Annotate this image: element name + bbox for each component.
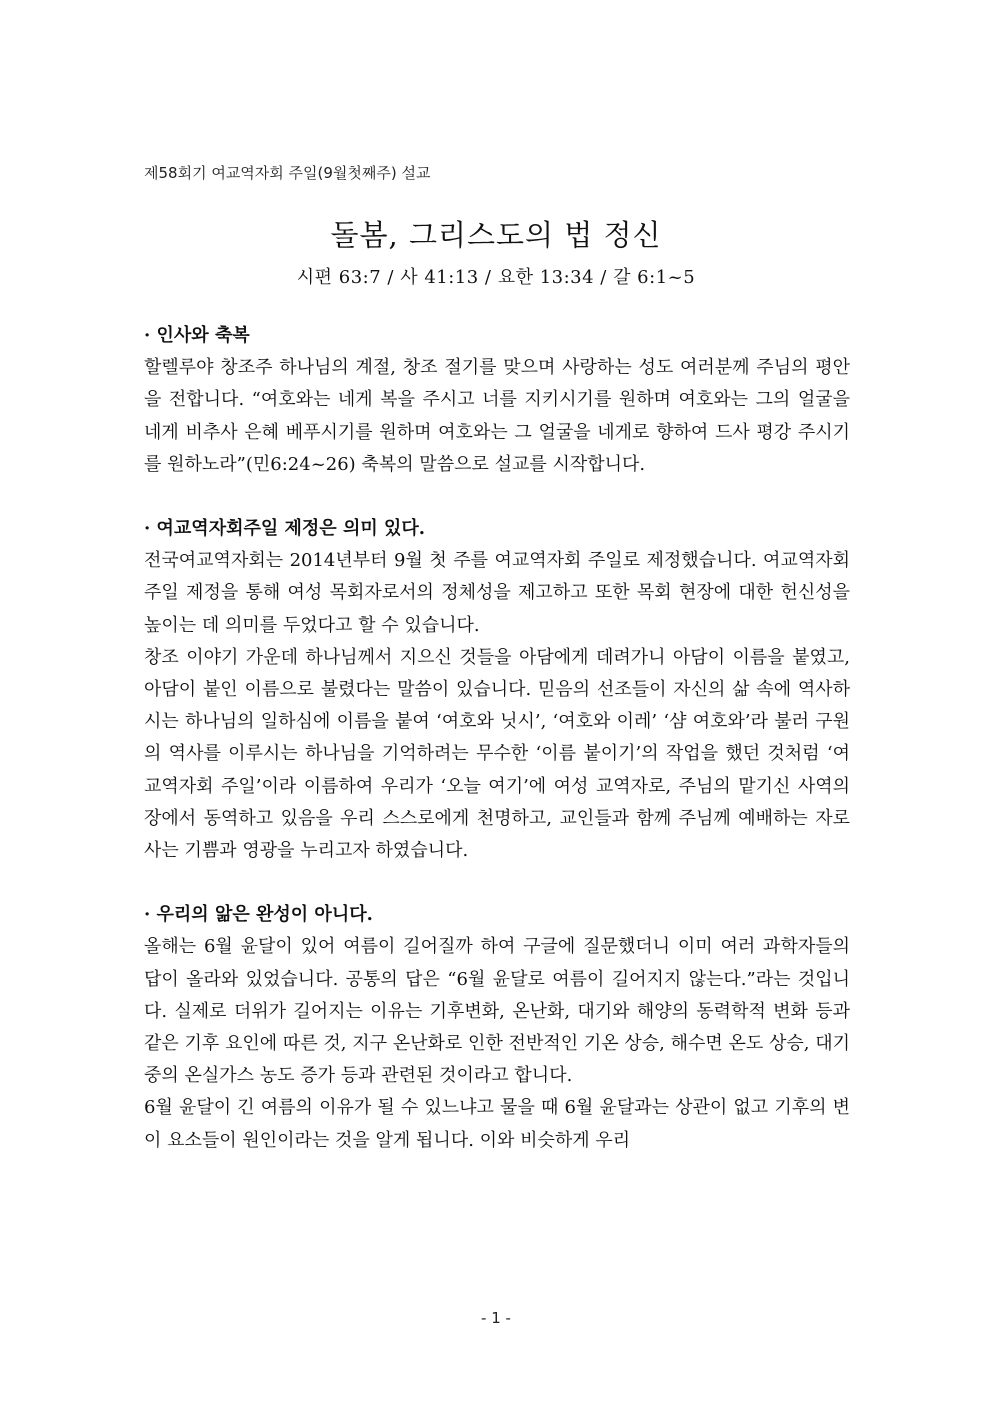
- section-spacer: [144, 481, 850, 513]
- paragraph: 올해는 6월 윤달이 있어 여름이 길어질까 하여 구글에 질문했더니 이미 여러 과학자들의 답이 올라와 있었습니다. 공통의 답은 “6월 윤달로 여름이 길어지지 않는다.”라는 것입니다. 실제로 더위가 길어지는 이유는 기후변화, 온난화, 대기와 해양의 동력학적 변화 등과 같은 기후 요인에 따른 것, 지구 온난화로 인한 전반적인 기온 상승, 해수면 온도 상승, 대기 중의 온실가스 농도 증가 등과 관련된 것이라고 합니다.: [144, 936, 850, 1087]
- section-knowledge-incomplete: [144, 899, 850, 1157]
- paragraph: 6월 윤달이 긴 여름의 이유가 될 수 있느냐고 물을 때 6월 윤달과는 상관이 없고 기후의 변이 요소들이 원인이라는 것을 알게 됩니다. 이와 비슷하게 우리: [144, 1097, 850, 1151]
- sermon-body: [144, 320, 850, 1157]
- section-heading: · 인사와 축복: [144, 325, 250, 346]
- document-header: 제58회기 여교역자회 주일(9월첫째주) 설교: [144, 164, 431, 182]
- section-spacer: [144, 867, 850, 899]
- section-heading: · 우리의 앎은 완성이 아니다.: [144, 904, 373, 926]
- scripture-references: 시편 63:7 / 사 41:13 / 요한 13:34 / 갈 6:1~5: [296, 267, 696, 288]
- paragraph: 창조 이야기 가운데 하나님께서 지으신 것들을 아담에게 데려가니 아담이 이름을 붙였고, 아담이 붙인 이름으로 불렸다는 말씀이 있습니다. 믿음의 선조들이 자신의 삶 속에 역사하시는 하나님의 일하심에 이름을 붙여 ‘여호와 닛시’, ‘여호와 이레’ ‘샴 여호와’라 불러 구원의 역사를 이루시는 하나님을 기억하려는 무수한 ‘이름 붙이기’의 작업을 했던 것처럼 ‘여교역자회 주일’이라 이름하여 우리가 ‘오늘 여기’에 여성 교역자로, 주님의 맡기신 사역의 장에서 동역하고 있음을 우리 스스로에게 천명하고, 교인들과 함께 주님께 예배하는 자로 사는 기쁨과 영광을 누리고자 하였습니다.: [144, 646, 850, 862]
- sermon-title: 돌봄, 그리스도의 법 정신: [330, 218, 662, 252]
- section-womens-ministry-sunday: [144, 513, 850, 867]
- paragraph: 할렐루야 창조주 하나님의 계절, 창조 절기를 맞으며 사랑하는 성도 여러분께 주님의 평안을 전합니다. “여호와는 네게 복을 주시고 너를 지키시기를 원하며 여호와는 그의 얼굴을 네게 비추사 은혜 베푸시기를 원하며 여호와는 그 얼굴을 네게로 향하여 드사 평강 주시기를 원하노라”(민6:24~26) 축복의 말씀으로 설교를 시작합니다.: [144, 357, 850, 475]
- paragraph: 전국여교역자회는 2014년부터 9월 첫 주를 여교역자회 주일로 제정했습니다. 여교역자회주일 제정을 통해 여성 목회자로서의 정체성을 제고하고 또한 목회 현장에 대한 헌신성을 높이는 데 의미를 두었다고 할 수 있습니다.: [144, 550, 850, 636]
- page-number: - 1 -: [481, 1309, 511, 1327]
- section-heading: · 여교역자회주일 제정은 의미 있다.: [144, 518, 426, 540]
- section-greeting: [144, 320, 850, 481]
